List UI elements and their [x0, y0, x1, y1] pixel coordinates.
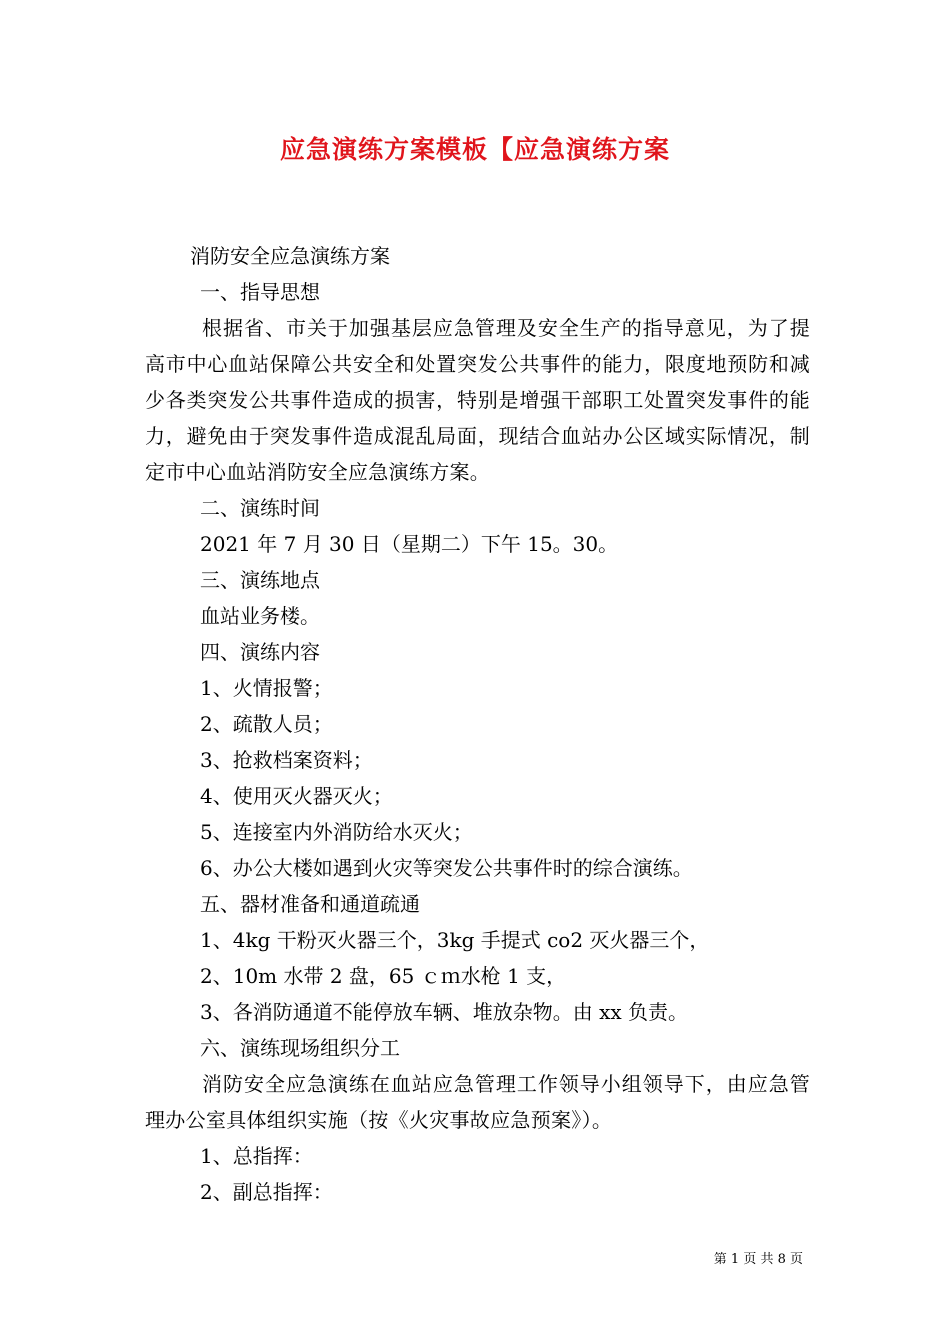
list-item: 1、总指挥：	[200, 1144, 313, 1168]
page-number: 第 1 页 共 8 页	[713, 1252, 803, 1267]
section-paragraph-6: 消防安全应急演练在血站应急管理工作领导小组领导下，由应急管理办公室具体组织实施（按《火灾事故应急预案》）。	[145, 1072, 810, 1132]
section-heading-2: 二、演练时间	[200, 496, 320, 520]
list-item: 2、副总指挥：	[200, 1180, 333, 1204]
list-item: 2、10m 水带 2 盘，65 ｃｍ水枪 1 支，	[200, 964, 567, 988]
section-heading-1: 一、指导思想	[200, 280, 320, 304]
list-item: 3、抢救档案资料；	[200, 748, 373, 772]
list-item: 3、各消防通道不能停放车辆、堆放杂物。由 xx 负责。	[200, 1000, 688, 1024]
section-heading-5: 五、器材准备和通道疏通	[200, 892, 420, 916]
list-item: 2、疏散人员；	[200, 712, 333, 736]
list-item: 5、连接室内外消防给水灭火；	[200, 820, 473, 844]
section-paragraph-1: 根据省、市关于加强基层应急管理及安全生产的指导意见，为了提高市中心血站保障公共安全和处置突发公共事件的能力，限度地预防和减少各类突发公共事件造成的损害，特别是增强干部职工处置突发事件的能力，避免由于突发事件造成混乱局面，现结合血站办公区域实际情况，制定市中心血站消防安全应急演练方案。	[145, 316, 810, 484]
list-item: 6、办公大楼如遇到火灾等突发公共事件时的综合演练。	[200, 856, 693, 880]
section-heading-6: 六、演练现场组织分工	[200, 1036, 400, 1060]
document-title: 应急演练方案模板【应急演练方案	[279, 135, 670, 164]
list-item: 1、火情报警；	[200, 676, 333, 700]
section-text-3: 血站业务楼。	[200, 604, 320, 628]
section-text-2: 2021 年 7 月 30 日（星期二）下午 15。30。	[200, 532, 619, 556]
list-item: 4、使用灭火器灭火；	[200, 784, 393, 808]
document-subtitle: 消防安全应急演练方案	[190, 244, 390, 268]
document-body	[145, 238, 810, 1210]
section-heading-3: 三、演练地点	[200, 568, 320, 592]
list-item: 1、4kg 干粉灭火器三个，3kg 手提式 co2 灭火器三个，	[200, 928, 710, 952]
section-heading-4: 四、演练内容	[200, 640, 320, 664]
